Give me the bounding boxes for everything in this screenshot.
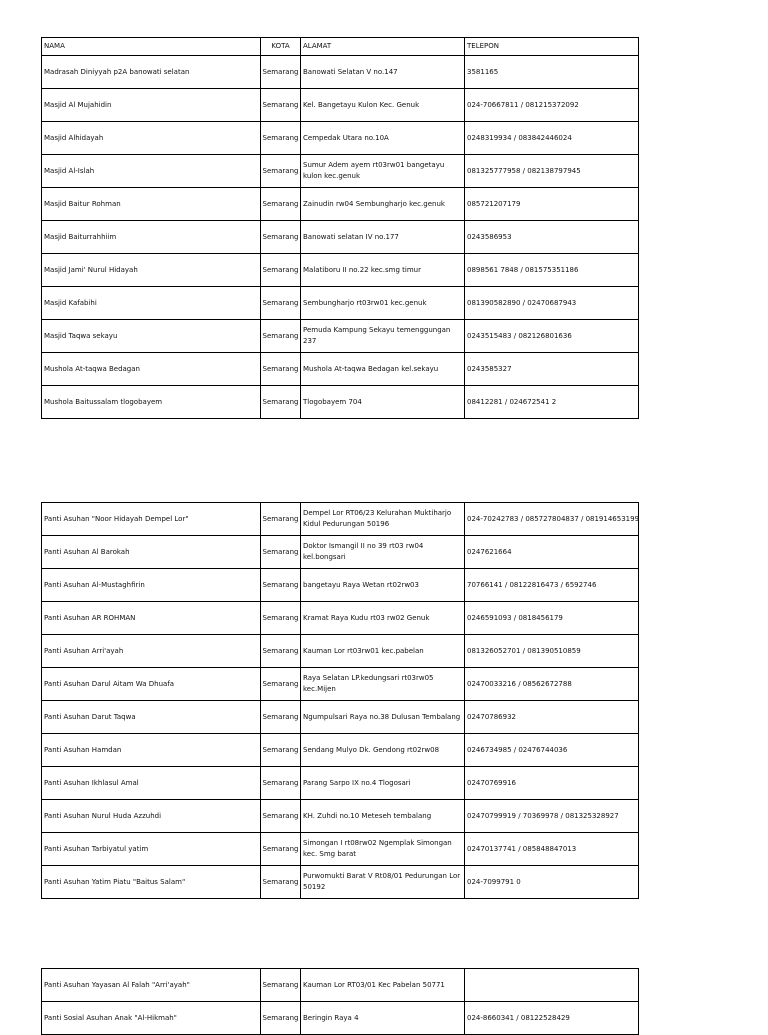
cell-alamat: Kauman Lor RT03/01 Kec Pabelan 50771 [301,969,465,1002]
cell-telepon: 08412281 / 024672541 2 [465,386,639,419]
table-row [42,353,639,386]
cell-kota: Semarang [261,221,301,254]
cell-telepon: 081390582890 / 02470687943 [465,287,639,320]
cell-alamat: Doktor Ismangil II no 39 rt03 rw04 kel.bongsari [301,536,465,569]
table-row [42,1002,639,1035]
table-row [42,866,639,899]
cell-telepon: 02470799919 / 70369978 / 081325328927 [465,800,639,833]
table-row [42,89,639,122]
cell-telepon: 0248319934 / 083842446024 [465,122,639,155]
cell-telepon: 3581165 [465,56,639,89]
cell-alamat: Raya Selatan LP.kedungsari rt03rw05 kec.Mijen [301,668,465,701]
cell-alamat: Sumur Adem ayem rt03rw01 bangetayu kulon kec.genuk [301,155,465,188]
cell-alamat: Kauman Lor rt03rw01 kec.pabelan [301,635,465,668]
cell-telepon: 02470033216 / 08562672788 [465,668,639,701]
cell-nama: Masjid Alhidayah [42,122,261,155]
cell-alamat: Banowati Selatan V no.147 [301,56,465,89]
cell-kota: Semarang [261,1002,301,1035]
cell-kota: Semarang [261,155,301,188]
cell-kota: Semarang [261,386,301,419]
cell-kota: Semarang [261,734,301,767]
cell-nama: Panti Asuhan Arri'ayah [42,635,261,668]
table-row [42,188,639,221]
cell-telepon: 70766141 / 08122816473 / 6592746 [465,569,639,602]
table-row [42,536,639,569]
cell-kota: Semarang [261,320,301,353]
cell-alamat: Sendang Mulyo Dk. Gendong rt02rw08 [301,734,465,767]
cell-kota: Semarang [261,287,301,320]
cell-alamat: Banowati selatan IV no.177 [301,221,465,254]
table-row [42,221,639,254]
table-row [42,503,639,536]
cell-alamat: Sembungharjo rt03rw01 kec.genuk [301,287,465,320]
cell-telepon: 024-70242783 / 085727804837 / 081914653199 [465,503,639,536]
cell-alamat: Malatiboru II no.22 kec.smg timur [301,254,465,287]
header-telepon: TELEPON [465,38,639,56]
cell-alamat: Zainudin rw04 Sembungharjo kec.genuk [301,188,465,221]
cell-telepon: 085721207179 [465,188,639,221]
cell-nama: Masjid Baiturrahhiim [42,221,261,254]
table-row [42,635,639,668]
header-kota: KOTA [261,38,301,56]
table-row [42,320,639,353]
cell-kota: Semarang [261,503,301,536]
table-masjid [41,37,639,419]
cell-telepon: 0247621664 [465,536,639,569]
cell-telepon: 0898561 7848 / 081575351186 [465,254,639,287]
table-row [42,602,639,635]
cell-telepon: 0243515483 / 082126801636 [465,320,639,353]
cell-kota: Semarang [261,833,301,866]
cell-nama: Masjid Al Mujahidin [42,89,261,122]
cell-kota: Semarang [261,800,301,833]
cell-telepon [465,969,639,1002]
cell-kota: Semarang [261,969,301,1002]
cell-nama: Mushola At-taqwa Bedagan [42,353,261,386]
cell-kota: Semarang [261,536,301,569]
cell-alamat: Kramat Raya Kudu rt03 rw02 Genuk [301,602,465,635]
cell-alamat: Parang Sarpo IX no.4 Tlogosari [301,767,465,800]
header-alamat: ALAMAT [301,38,465,56]
cell-nama: Panti Asuhan Nurul Huda Azzuhdi [42,800,261,833]
cell-kota: Semarang [261,701,301,734]
cell-telepon: 081326052701 / 081390510859 [465,635,639,668]
cell-nama: Panti Asuhan AR ROHMAN [42,602,261,635]
cell-nama: Panti Asuhan Darul Aitam Wa Dhuafa [42,668,261,701]
table-row [42,254,639,287]
table-row [42,668,639,701]
cell-kota: Semarang [261,569,301,602]
cell-alamat: Purwomukti Barat V Rt08/01 Pedurungan Lor 50192 [301,866,465,899]
cell-kota: Semarang [261,89,301,122]
cell-nama: Masjid Baitur Rohman [42,188,261,221]
cell-nama: Mushola Baitussalam tlogobayem [42,386,261,419]
cell-telepon: 024-8660341 / 08122528429 [465,1002,639,1035]
cell-telepon: 024-70667811 / 081215372092 [465,89,639,122]
cell-nama: Masjid Taqwa sekayu [42,320,261,353]
cell-alamat: Simongan I rt08rw02 Ngemplak Simongan kec. Smg barat [301,833,465,866]
cell-nama: Panti Asuhan Ikhlasul Amal [42,767,261,800]
cell-alamat: Tlogobayem 704 [301,386,465,419]
cell-telepon: 081325777958 / 082138797945 [465,155,639,188]
cell-alamat: Cempedak Utara no.10A [301,122,465,155]
header-nama: NAMA [42,38,261,56]
cell-nama: Masjid Kafabihi [42,287,261,320]
table-row [42,386,639,419]
cell-kota: Semarang [261,668,301,701]
cell-telepon: 02470137741 / 085848847013 [465,833,639,866]
table-row [42,122,639,155]
cell-telepon: 0243585327 [465,353,639,386]
cell-kota: Semarang [261,56,301,89]
cell-nama: Panti Asuhan Hamdan [42,734,261,767]
table-panti-asuhan-lanjutan [41,968,639,1035]
table-row [42,155,639,188]
header-row [42,38,639,56]
cell-kota: Semarang [261,866,301,899]
cell-nama: Masjid Al-Islah [42,155,261,188]
cell-nama: Panti Sosial Asuhan Anak "Al-Hikmah" [42,1002,261,1035]
cell-kota: Semarang [261,353,301,386]
cell-nama: Panti Asuhan Darut Taqwa [42,701,261,734]
cell-nama: Panti Asuhan Al-Mustaghfirin [42,569,261,602]
cell-alamat: Pemuda Kampung Sekayu temenggungan 237 [301,320,465,353]
cell-alamat: bangetayu Raya Wetan rt02rw03 [301,569,465,602]
cell-kota: Semarang [261,767,301,800]
table-row [42,969,639,1002]
cell-kota: Semarang [261,602,301,635]
cell-kota: Semarang [261,122,301,155]
cell-nama: Panti Asuhan "Noor Hidayah Dempel Lor" [42,503,261,536]
cell-telepon: 02470786932 [465,701,639,734]
cell-alamat: Beringin Raya 4 [301,1002,465,1035]
cell-kota: Semarang [261,188,301,221]
cell-kota: Semarang [261,635,301,668]
table-row [42,800,639,833]
table-row [42,734,639,767]
cell-telepon: 0246734985 / 02476744036 [465,734,639,767]
cell-nama: Panti Asuhan Yatim Piatu "Baitus Salam" [42,866,261,899]
cell-nama: Panti Asuhan Tarbiyatul yatim [42,833,261,866]
table-row [42,701,639,734]
cell-telepon: 0243586953 [465,221,639,254]
table-row [42,56,639,89]
cell-alamat: Dempel Lor RT06/23 Kelurahan Muktiharjo Kidul Pedurungan 50196 [301,503,465,536]
cell-alamat: KH. Zuhdi no.10 Meteseh tembalang [301,800,465,833]
table-row [42,287,639,320]
cell-nama: Panti Asuhan Al Barokah [42,536,261,569]
cell-telepon: 0246591093 / 0818456179 [465,602,639,635]
cell-nama: Panti Asuhan Yayasan Al Falah "Arri'ayah" [42,969,261,1002]
cell-nama: Masjid Jami' Nurul Hidayah [42,254,261,287]
cell-nama: Madrasah Diniyyah p2A banowati selatan [42,56,261,89]
cell-kota: Semarang [261,254,301,287]
cell-telepon: 024-7099791 0 [465,866,639,899]
cell-alamat: Ngumpulsari Raya no.38 Dulusan Tembalang [301,701,465,734]
table-panti-asuhan [41,502,639,899]
cell-telepon: 02470769916 [465,767,639,800]
table-row [42,767,639,800]
cell-alamat: Kel. Bangetayu Kulon Kec. Genuk [301,89,465,122]
table-row [42,833,639,866]
cell-alamat: Mushola At-taqwa Bedagan kel.sekayu [301,353,465,386]
table-row [42,569,639,602]
